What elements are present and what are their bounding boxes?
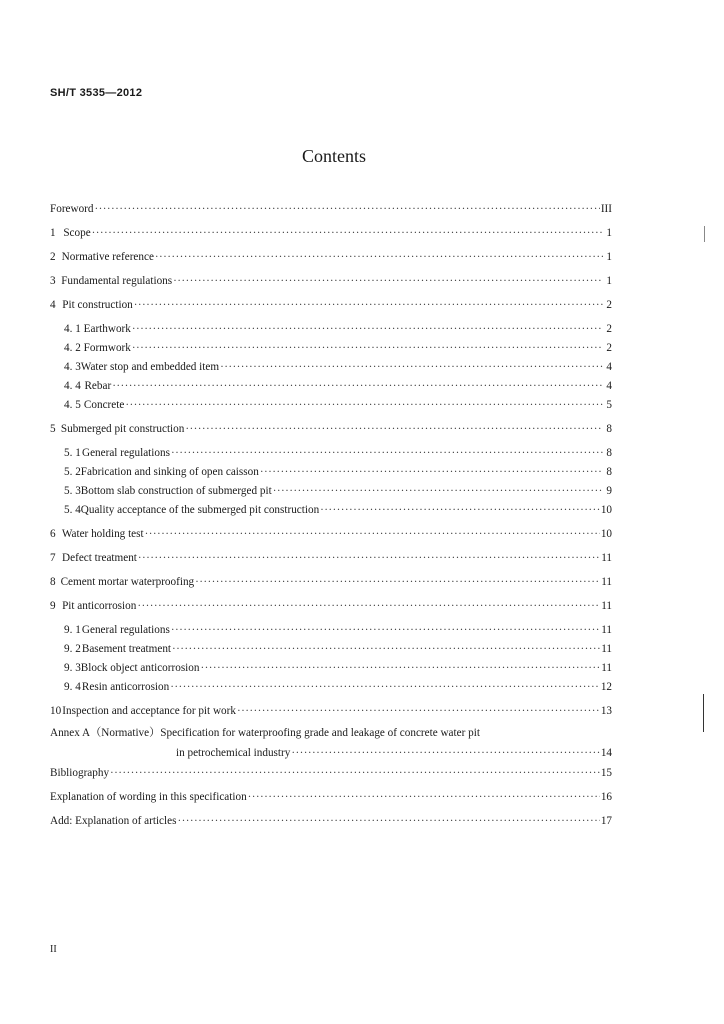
toc-page-number: 2 (606, 342, 612, 354)
leader-dots (92, 226, 603, 240)
toc-entry-explanation-wording[interactable] (50, 786, 612, 804)
leader-dots (138, 551, 600, 565)
leader-dots (220, 360, 603, 374)
toc-section-number: 3 (50, 275, 56, 287)
toc-page-number: 11 (601, 600, 612, 612)
toc-entry-defect-treatment[interactable] (50, 547, 612, 565)
toc-entry-open-caisson[interactable] (64, 461, 612, 479)
toc-entry-text: in petrochemical industry (176, 747, 291, 759)
toc-section-number: 9. 3 (64, 662, 81, 674)
toc-entry-text: Scope (63, 227, 91, 239)
toc-entry-text: Defect treatment (62, 552, 137, 564)
leader-dots (155, 250, 603, 264)
toc-entry-text: Bottom slab construction of submerged pit (80, 485, 272, 497)
leader-dots (200, 661, 600, 675)
toc-entry-inspection-acceptance[interactable] (50, 700, 612, 718)
toc-entry-concrete[interactable] (64, 394, 612, 412)
toc-entry-text: Normative reference (61, 251, 154, 263)
leader-dots (172, 642, 600, 656)
leader-dots (171, 446, 603, 460)
leader-dots (132, 322, 603, 336)
toc-section-number: 5. 3 (64, 485, 81, 497)
toc-entry-text: Concrete (83, 399, 125, 411)
toc-entry-text: Add: Explanation of articles (50, 815, 177, 827)
toc-page-number: 12 (600, 681, 612, 693)
toc-page-number: 11 (601, 662, 612, 674)
toc-entry-text: Water holding test (61, 528, 144, 540)
toc-page-number: 11 (601, 643, 612, 655)
page-title: Contents (301, 146, 366, 166)
toc-entry-explanation-articles[interactable] (50, 810, 612, 828)
toc-section-number: 9 (50, 600, 56, 612)
toc-entry-text: Inspection and acceptance for pit work (62, 705, 236, 717)
scan-mark (704, 226, 705, 242)
leader-dots (110, 766, 600, 780)
leader-dots (195, 575, 600, 589)
toc-page-number: 1 (606, 251, 612, 263)
toc-entry-annex-a-line1[interactable]: Annex A（Normative）Specification for waterproofing grade and leakage of concrete water pit (50, 727, 480, 739)
toc-entry-text: Bibliography (50, 767, 110, 779)
leader-dots (170, 680, 600, 694)
toc-entry-normative-reference[interactable] (50, 246, 612, 264)
toc-entry-text: General regulations (82, 447, 170, 459)
toc-section-number: 8 (50, 576, 56, 588)
toc-page-number: 9 (606, 485, 612, 497)
leader-dots (177, 814, 599, 828)
leader-dots (273, 484, 603, 498)
toc-page-number: 10 (600, 504, 612, 516)
toc-entry-text: Fundamental regulations (61, 275, 173, 287)
toc-section-number: 5. 4 (64, 504, 81, 516)
toc-entry-text: Basement treatment (81, 643, 172, 655)
toc-page-number: 16 (600, 791, 612, 803)
toc-page-number: 11 (601, 624, 612, 636)
toc-page-number: 15 (600, 767, 612, 779)
leader-dots (125, 398, 603, 412)
toc-page-number: 10 (600, 528, 612, 540)
scan-mark (703, 694, 704, 732)
toc-entry-general-regulations[interactable] (64, 442, 612, 460)
toc-entry-text: Fabrication and sinking of open caisson (80, 466, 259, 478)
toc-page-number: 17 (600, 815, 612, 827)
toc-section-number: 4. 2 (64, 342, 81, 354)
toc-entry-text: Earthwork (83, 323, 131, 335)
toc-entry-water-stop[interactable] (64, 356, 612, 374)
toc-page-number: 4 (606, 380, 612, 392)
toc-page-number: III (600, 203, 612, 215)
toc-section-number: 10 (50, 705, 62, 717)
toc-entry-submerged-pit-construction[interactable] (50, 418, 612, 436)
toc-entry-text: Formwork (83, 342, 131, 354)
toc-entry-basement-treatment[interactable] (64, 638, 612, 656)
leader-dots (237, 704, 600, 718)
toc-page-number: 2 (606, 323, 612, 335)
leader-dots (134, 298, 603, 312)
toc-entry-text: Submerged pit construction (60, 423, 185, 435)
toc-page-number: 8 (606, 423, 612, 435)
toc-entry-fundamental-regulations[interactable] (50, 270, 612, 288)
toc-entry-quality-acceptance[interactable] (64, 499, 612, 517)
toc-entry-text: General regulations (81, 624, 170, 636)
toc-page-number: 8 (606, 447, 612, 459)
toc-section-number: 4. 3 (64, 361, 81, 373)
leader-dots (248, 790, 600, 804)
toc-section-number: 9. 1 (64, 624, 81, 636)
footer-page-number: II (50, 944, 57, 955)
toc-entry-scope[interactable] (50, 222, 612, 240)
toc-page-number: 8 (606, 466, 612, 478)
toc-section-number: 5 (50, 423, 56, 435)
toc-entry-text: Rebar (84, 380, 112, 392)
standard-code: SH/T 3535—2012 (50, 87, 143, 99)
toc-page-number: 5 (606, 399, 612, 411)
toc-section-number: 7 (50, 552, 56, 564)
toc-entry-text: Pit anticorrosion (62, 600, 137, 612)
toc-entry-earthwork[interactable] (64, 318, 612, 336)
toc-entry-text: Pit construction (62, 299, 133, 311)
toc-section-number: 1 (50, 227, 56, 239)
toc-entry-text: Foreword (50, 203, 94, 215)
toc-entry-formwork[interactable] (64, 337, 612, 355)
toc-entry-text: Water stop and embedded item (80, 361, 220, 373)
toc-entry-bibliography[interactable] (50, 762, 612, 780)
leader-dots (320, 503, 600, 517)
toc-section-number: 4. 4 (64, 380, 81, 392)
toc-section-number: 5. 2 (64, 466, 81, 478)
toc-page-number: 1 (606, 275, 612, 287)
leader-dots (132, 341, 603, 355)
toc-entry-bottom-slab[interactable] (64, 480, 612, 498)
toc-section-number: 4. 5 (64, 399, 81, 411)
toc-section-number: 5. 1 (64, 447, 81, 459)
toc-page-number: 2 (606, 299, 612, 311)
toc-page-number: 14 (600, 747, 612, 759)
toc-entry-cement-mortar[interactable] (50, 571, 612, 589)
toc-entry-general-regulations-9[interactable] (64, 619, 612, 637)
toc-page-number: 4 (606, 361, 612, 373)
toc-section-number: 4. 1 (64, 323, 81, 335)
toc-entry-rebar[interactable] (64, 375, 612, 393)
toc-entry-text: Explanation of wording in this specification (50, 791, 247, 803)
toc-section-number: 6 (50, 528, 56, 540)
toc-entry-block-object[interactable] (64, 657, 612, 675)
toc-section-number: 9. 2 (64, 643, 81, 655)
toc-entry-pit-construction[interactable] (50, 294, 612, 312)
toc-section-number: 2 (50, 251, 56, 263)
toc-entry-foreword[interactable] (50, 198, 612, 216)
toc-page-number: 11 (601, 552, 612, 564)
toc-entry-water-holding-test[interactable] (50, 523, 612, 541)
leader-dots (173, 274, 603, 288)
leader-dots (260, 465, 603, 479)
toc-entry-resin-anticorrosion[interactable] (64, 676, 612, 694)
leader-dots (112, 379, 603, 393)
toc-entry-annex-a[interactable] (176, 742, 612, 760)
leader-dots (185, 422, 603, 436)
leader-dots (291, 746, 599, 760)
leader-dots (95, 202, 600, 216)
leader-dots (137, 599, 600, 613)
toc-entry-text: Cement mortar waterproofing (60, 576, 195, 588)
toc-section-number: 9. 4 (64, 681, 81, 693)
toc-entry-pit-anticorrosion[interactable] (50, 595, 612, 613)
leader-dots (171, 623, 600, 637)
toc-page-number: 13 (600, 705, 612, 717)
toc-page-number: 1 (606, 227, 612, 239)
leader-dots (145, 527, 600, 541)
toc-entry-text: Block object anticorrosion (80, 662, 200, 674)
toc-entry-text: Quality acceptance of the submerged pit construction (80, 504, 320, 516)
toc-entry-text: Resin anticorrosion (81, 681, 170, 693)
toc-section-number: 4 (50, 299, 56, 311)
toc-page-number: 11 (601, 576, 612, 588)
